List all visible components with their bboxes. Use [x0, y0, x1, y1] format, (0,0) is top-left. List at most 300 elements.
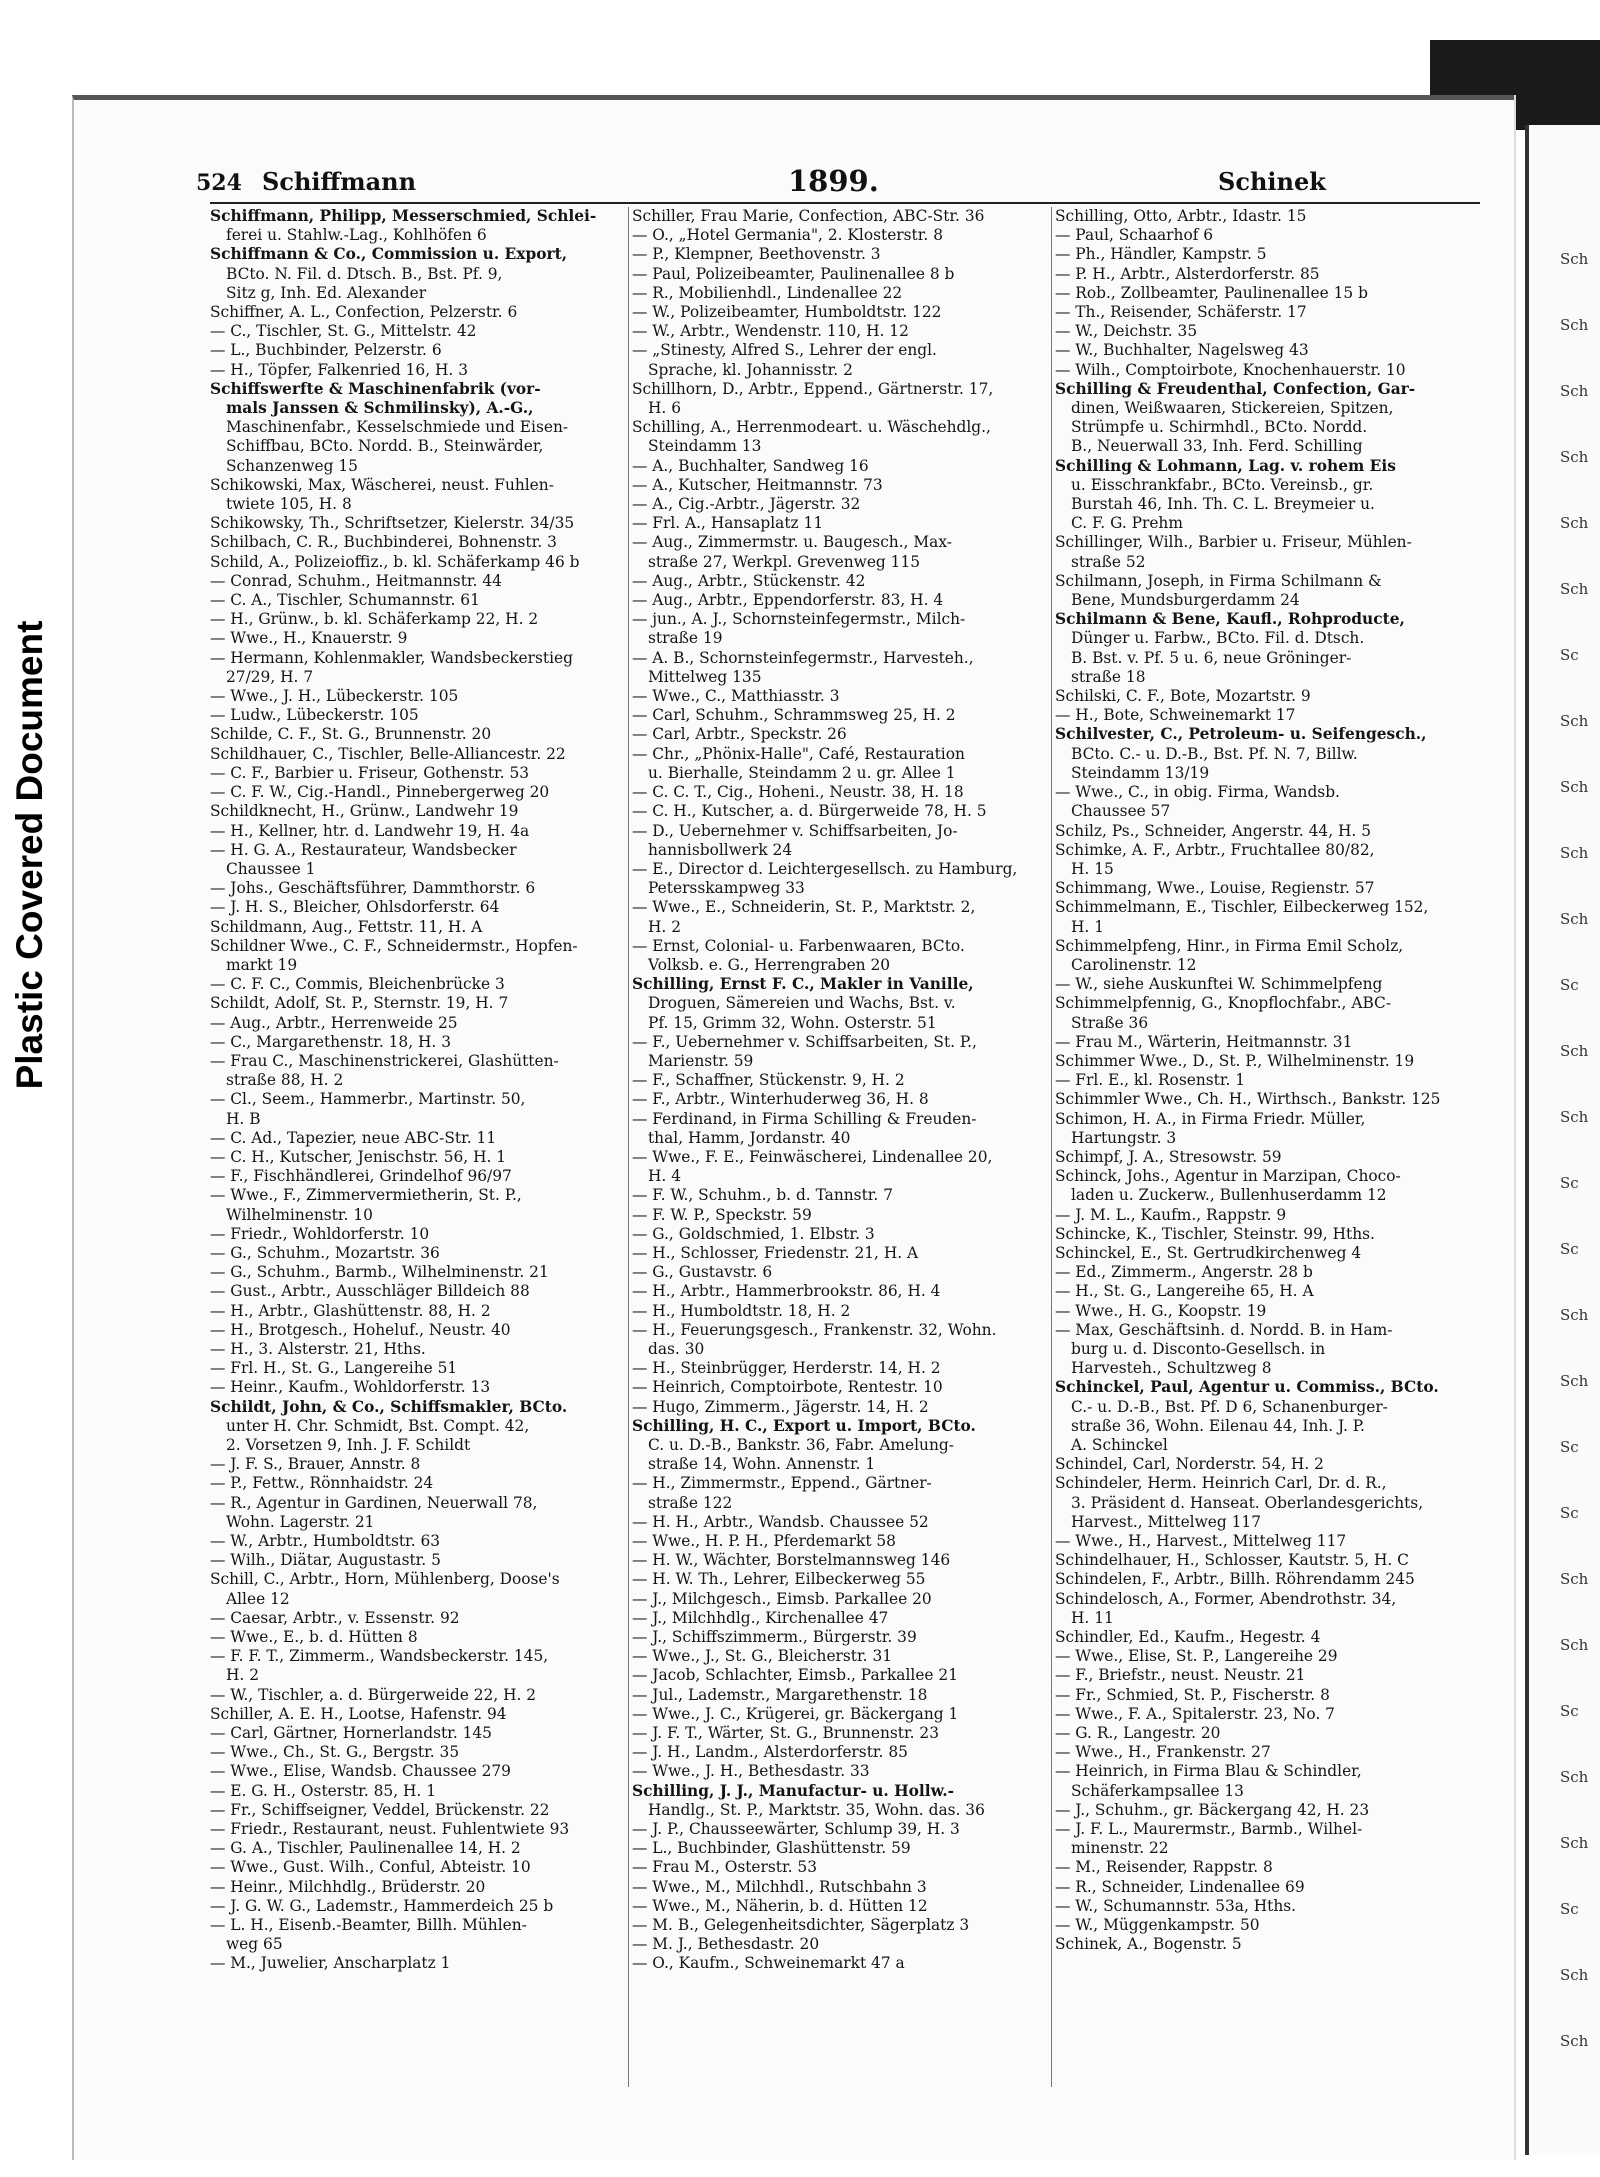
directory-entry-line: — H., 3. Alsterstr. 21, Hths.: [210, 1339, 426, 1358]
directory-entry-line: Schilski, C. F., Bote, Mozartstr. 9: [1055, 687, 1311, 706]
directory-entry-line: — H., Schlosser, Friedenstr. 21, H. A: [632, 1243, 919, 1262]
directory-entry-line: — C. A., Tischler, Schumannstr. 61: [210, 591, 480, 610]
directory-entry-line: — Ferdinand, in Firma Schilling & Freuden-: [632, 1109, 977, 1128]
directory-entry-line: — Wwe., H. G., Koopstr. 19: [1055, 1301, 1267, 1320]
directory-entry-line: Schilz, Ps., Schneider, Angerstr. 44, H. 5: [1055, 821, 1372, 840]
directory-entry-line: — Jacob, Schlachter, Eimsb., Parkallee 21: [632, 1666, 959, 1685]
header-rule: [210, 202, 1480, 204]
directory-entry-line: Schild, A., Polizeioffiz., b. kl. Schäferkamp 46 b: [210, 552, 580, 571]
directory-entry-line: — J. F. S., Brauer, Annstr. 8: [210, 1455, 421, 1474]
directory-entry-line: — Fr., Schmied, St. P., Fischerstr. 8: [1055, 1685, 1330, 1704]
directory-entry-line: — W., Schumannstr. 53a, Hths.: [1055, 1896, 1297, 1915]
directory-entry-line: ferei u. Stahlw.-Lag., Kohlhöfen 6: [226, 226, 487, 245]
directory-entry-line: — G. R., Langestr. 20: [1055, 1724, 1221, 1743]
next-page-fragment: Sch: [1560, 382, 1589, 400]
directory-column-2: [632, 207, 1047, 1974]
directory-entry-line: Schimmang, Wwe., Louise, Regienstr. 57: [1055, 879, 1375, 898]
directory-entry-line: — F. F. T., Zimmerm., Wandsbeckerstr. 145,: [210, 1647, 549, 1666]
directory-entry-line: — J., Milchhdlg., Kirchenallee 47: [632, 1608, 889, 1627]
directory-entry-line: — M. B., Gelegenheitsdichter, Sägerplatz 3: [632, 1916, 970, 1935]
directory-entry-line: mals Janssen & Schmilinsky), A.-G.,: [226, 399, 534, 418]
next-page-fragment: Sc: [1560, 1174, 1579, 1192]
directory-entry-line: Carolinenstr. 12: [1071, 955, 1197, 974]
directory-entry-line: — C., Margarethenstr. 18, H. 3: [210, 1032, 451, 1051]
directory-entry-line: Schillinger, Wilh., Barbier u. Friseur, Mühlen-: [1055, 533, 1412, 552]
directory-entry-line: Schinckel, Paul, Agentur u. Commiss., BCto.: [1055, 1378, 1439, 1397]
directory-entry-line: — jun., A. J., Schornsteinfegermstr., Milch-: [632, 610, 966, 629]
directory-entry-line: — W., Arbtr., Wendenstr. 110, H. 12: [632, 322, 909, 341]
directory-entry-line: das. 30: [648, 1339, 705, 1358]
directory-entry-line: — Heinr., Milchhdlg., Brüderstr. 20: [210, 1877, 486, 1896]
directory-entry-line: — Frau M., Osterstr. 53: [632, 1858, 818, 1877]
directory-entry-line: — C. F. C., Commis, Bleichenbrücke 3: [210, 975, 505, 994]
directory-entry-line: — W., Müggenkampstr. 50: [1055, 1916, 1260, 1935]
directory-entry-line: H. 2: [648, 917, 681, 936]
directory-entry-line: H. B: [226, 1109, 261, 1128]
directory-entry-line: — L., Buchbinder, Pelzerstr. 6: [210, 341, 442, 360]
directory-entry-line: Schilling & Freudenthal, Confection, Gar-: [1055, 379, 1416, 398]
next-page-fragment: Sch: [1560, 1306, 1589, 1324]
directory-entry-line: B. Bst. v. Pf. 5 u. 6, neue Gröninger-: [1071, 648, 1352, 667]
column-divider: [1051, 207, 1052, 2087]
directory-entry-line: — L. H., Eisenb.-Beamter, Billh. Mühlen-: [210, 1916, 527, 1935]
directory-entry-line: Mittelweg 135: [648, 667, 762, 686]
directory-entry-line: — Ph., Händler, Kampstr. 5: [1055, 245, 1267, 264]
directory-entry-line: — H., Kellner, htr. d. Landwehr 19, H. 4a: [210, 821, 530, 840]
directory-entry-line: — Fr., Schiffseigner, Veddel, Brückenstr. 22: [210, 1800, 550, 1819]
directory-entry-line: — W., Polizeibeamter, Humboldtstr. 122: [632, 303, 942, 322]
next-page-fragment: Sch: [1560, 712, 1589, 730]
directory-entry-line: minenstr. 22: [1071, 1839, 1169, 1858]
directory-entry-line: A. Schinckel: [1071, 1436, 1168, 1454]
directory-entry-line: Schimmelpfennig, G., Knopflochfabr., ABC-: [1055, 994, 1392, 1013]
directory-entry-line: Schilvester, C., Petroleum- u. Seifengesch.,: [1055, 725, 1427, 744]
directory-entry-line: Schildknecht, H., Grünw., Landwehr 19: [210, 802, 519, 821]
next-page-fragment: Sch: [1560, 1768, 1589, 1786]
directory-entry-line: — W., Deichstr. 35: [1055, 322, 1198, 341]
directory-entry-line: Schilde, C. F., St. G., Brunnenstr. 20: [210, 725, 492, 744]
directory-entry-line: Schillhorn, D., Arbtr., Eppend., Gärtnerstr. 17,: [632, 379, 994, 398]
next-page-fragment: Sc: [1560, 976, 1579, 994]
directory-entry-line: — J. H., Landm., Alsterdorferstr. 85: [632, 1743, 908, 1762]
directory-entry-line: Schildt, Adolf, St. P., Sternstr. 19, H. 7: [210, 994, 509, 1013]
directory-entry-line: C.- u. D.-B., Bst. Pf. D 6, Schanenburger-: [1071, 1397, 1388, 1416]
directory-entry-line: thal, Hamm, Jordanstr. 40: [648, 1128, 851, 1147]
directory-entry-line: — H. W., Wächter, Borstelmannsweg 146: [632, 1551, 951, 1570]
directory-entry-line: unter H. Chr. Schmidt, Bst. Compt. 42,: [226, 1416, 530, 1435]
directory-entry-line: Steindamm 13: [648, 437, 762, 456]
directory-entry-line: — Wwe., H., Harvest., Mittelweg 117: [1055, 1532, 1347, 1551]
directory-entry-line: Schilling, J. J., Manufactur- u. Hollw.-: [632, 1781, 955, 1800]
directory-entry-line: — J. H. S., Bleicher, Ohlsdorferstr. 64: [210, 898, 500, 917]
directory-entry-line: — R., Mobilienhdl., Lindenallee 22: [632, 283, 903, 302]
directory-entry-line: Schimmler Wwe., Ch. H., Wirthsch., Bankstr. 125: [1055, 1090, 1441, 1109]
directory-entry-line: — W., Arbtr., Humboldtstr. 63: [210, 1532, 441, 1551]
directory-entry-line: — A. B., Schornsteinfegermstr., Harvesteh.,: [632, 648, 974, 667]
directory-entry-line: Schindelhauer, H., Schlosser, Kautstr. 5, H. C: [1055, 1551, 1409, 1570]
directory-entry-line: — H., Bote, Schweinemarkt 17: [1055, 706, 1296, 725]
directory-entry-line: — O., Kaufm., Schweinemarkt 47 a: [632, 1954, 905, 1973]
directory-entry-line: — Max, Geschäftsinh. d. Nordd. B. in Ham-: [1055, 1320, 1393, 1339]
directory-entry-line: — J. G. W. G., Lademstr., Hammerdeich 25 b: [210, 1896, 554, 1915]
next-page-fragment: Sch: [1560, 514, 1589, 532]
directory-entry-line: Schimmer Wwe., D., St. P., Wilhelminenstr. 19: [1055, 1051, 1415, 1070]
next-page-fragment: Sch: [1560, 2032, 1589, 2050]
directory-entry-line: — F. W., Schuhm., b. d. Tannstr. 7: [632, 1186, 893, 1205]
directory-entry-line: — Wwe., M., Milchhdl., Rutschbahn 3: [632, 1877, 927, 1896]
directory-entry-line: — Gust., Arbtr., Ausschläger Billdeich 88: [210, 1282, 530, 1301]
directory-entry-line: — G., Schuhm., Mozartstr. 36: [210, 1243, 440, 1262]
directory-entry-line: — J., Schiffszimmerm., Bürgerstr. 39: [632, 1628, 917, 1647]
directory-entry-line: — O., „Hotel Germania", 2. Klosterstr. 8: [632, 226, 943, 245]
directory-entry-line: — M., Juwelier, Anscharplatz 1: [210, 1954, 451, 1973]
directory-entry-line: Schindel, Carl, Norderstr. 54, H. 2: [1055, 1455, 1324, 1474]
next-page-fragment: Sch: [1560, 580, 1589, 598]
directory-entry-line: H. 4: [648, 1167, 681, 1186]
directory-entry-line: — Wwe., J. H., Bethesdastr. 33: [632, 1762, 870, 1781]
directory-entry-line: Schilling, H. C., Export u. Import, BCto.: [632, 1416, 976, 1435]
directory-entry-line: — H., Feuerungsgesch., Frankenstr. 32, Wohn.: [632, 1320, 997, 1339]
directory-entry-line: Sitz g, Inh. Ed. Alexander: [226, 283, 427, 302]
directory-entry-line: — H., St. G., Langereihe 65, H. A: [1055, 1282, 1314, 1301]
directory-entry-line: — Frl. A., Hansaplatz 11: [632, 514, 824, 533]
directory-entry-line: — A., Kutscher, Heitmannstr. 73: [632, 475, 883, 494]
directory-entry-line: — F., Arbtr., Winterhuderweg 36, H. 8: [632, 1090, 929, 1109]
directory-entry-line: — Carl, Arbtr., Speckstr. 26: [632, 725, 847, 744]
directory-entry-line: — Wilh., Comptoirbote, Knochenhauerstr. 10: [1055, 360, 1406, 379]
directory-entry-line: — G. A., Tischler, Paulinenallee 14, H. 2: [210, 1839, 521, 1858]
directory-entry-line: straße 19: [648, 629, 723, 648]
next-page-fragment: Sc: [1560, 1504, 1579, 1522]
directory-entry-line: — Wwe., H. P. H., Pferdemarkt 58: [632, 1532, 896, 1551]
directory-entry-line: — Heinrich, in Firma Blau & Schindler,: [1055, 1762, 1362, 1781]
directory-entry-line: — G., Gustavstr. 6: [632, 1263, 773, 1282]
directory-entry-line: — Heinr., Kaufm., Wohldorferstr. 13: [210, 1378, 491, 1397]
directory-entry-line: — Friedr., Wohldorferstr. 10: [210, 1224, 430, 1243]
directory-entry-line: — F., Schaffner, Stückenstr. 9, H. 2: [632, 1071, 905, 1090]
directory-entry-line: Schanzenweg 15: [226, 456, 358, 475]
directory-entry-line: — Carl, Schuhm., Schrammsweg 25, H. 2: [632, 706, 956, 725]
directory-entry-line: — F., Uebernehmer v. Schiffsarbeiten, St. P.,: [632, 1032, 977, 1051]
directory-entry-line: laden u. Zuckerw., Bullenhuserdamm 12: [1071, 1186, 1387, 1205]
directory-entry-line: — C. Ad., Tapezier, neue ABC-Str. 11: [210, 1128, 497, 1147]
directory-entry-line: — C., Tischler, St. G., Mittelstr. 42: [210, 322, 477, 341]
directory-entry-line: — Frau M., Wärterin, Heitmannstr. 31: [1055, 1032, 1353, 1051]
directory-entry-line: — Paul, Polizeibeamter, Paulinenallee 8 b: [632, 264, 955, 283]
directory-column-3: [1055, 207, 1480, 1954]
directory-entry-line: — F., Fischhändlerei, Grindelhof 96/97: [210, 1167, 512, 1186]
directory-entry-line: weg 65: [226, 1935, 283, 1954]
directory-entry-line: Schäferkampsallee 13: [1071, 1781, 1244, 1800]
directory-entry-line: Schiffmann & Co., Commission u. Export,: [210, 245, 568, 264]
directory-entry-line: — Wwe., F., Zimmervermietherin, St. P.,: [210, 1186, 522, 1205]
directory-entry-line: — W., siehe Auskunftei W. Schimmelpfeng: [1055, 975, 1383, 994]
next-page-fragment: Sc: [1560, 1900, 1579, 1918]
directory-entry-line: — Wwe., F. E., Feinwäscherei, Lindenallee 20,: [632, 1147, 993, 1166]
next-page-fragment: Sch: [1560, 250, 1589, 268]
next-page-fragment: Sch: [1560, 316, 1589, 334]
next-page-fragment: Sch: [1560, 778, 1589, 796]
directory-entry-line: straße 36, Wohn. Eilenau 44, Inh. J. P.: [1071, 1416, 1365, 1435]
directory-entry-line: — J. F. T., Wärter, St. G., Brunnenstr. 23: [632, 1724, 940, 1743]
directory-entry-line: twiete 105, H. 8: [226, 495, 352, 514]
directory-entry-line: BCto. C.- u. D.-B., Bst. Pf. N. 7, Billw.: [1071, 744, 1358, 763]
directory-entry-line: Schinek, A., Bogenstr. 5: [1055, 1935, 1242, 1954]
directory-entry-line: Schilmann & Bene, Kaufl., Rohproducte,: [1055, 610, 1405, 629]
directory-entry-line: Schiffswerfte & Maschinenfabrik (vor-: [210, 379, 541, 398]
directory-entry-line: Schildmann, Aug., Fettstr. 11, H. A: [210, 917, 483, 936]
directory-entry-line: — Conrad, Schuhm., Heitmannstr. 44: [210, 571, 502, 590]
left-keyword: Schiffmann: [262, 167, 417, 196]
directory-entry-line: Schildt, John, & Co., Schiffsmakler, BCto.: [210, 1397, 568, 1416]
directory-entry-line: 3. Präsident d. Hanseat. Oberlandesgerichts,: [1071, 1493, 1424, 1512]
directory-entry-line: — P., Klempner, Beethovenstr. 3: [632, 245, 881, 264]
directory-entry-line: — H., Steinbrügger, Herderstr. 14, H. 2: [632, 1359, 941, 1378]
directory-entry-line: — F. W. P., Speckstr. 59: [632, 1205, 812, 1224]
next-page-fragment: Sch: [1560, 1834, 1589, 1852]
directory-entry-line: — H., Humboldtstr. 18, H. 2: [632, 1301, 851, 1320]
directory-entry-line: — Frl. H., St. G., Langereihe 51: [210, 1359, 458, 1378]
directory-entry-line: straße 52: [1071, 552, 1146, 571]
directory-entry-line: Schilbach, C. R., Buchbinderei, Bohnenstr. 3: [210, 533, 557, 552]
directory-entry-line: — E. G. H., Osterstr. 85, H. 1: [210, 1781, 436, 1800]
directory-entry-line: — Hermann, Kohlenmakler, Wandsbeckerstieg: [210, 648, 573, 667]
directory-entry-line: — Friedr., Restaurant, neust. Fuhlentwiete 93: [210, 1820, 570, 1839]
directory-entry-line: — Caesar, Arbtr., v. Essenstr. 92: [210, 1608, 460, 1627]
next-page-fragment: Sch: [1560, 844, 1589, 862]
directory-entry-line: Strümpfe u. Schirmhdl., BCto. Nordd.: [1071, 418, 1368, 437]
directory-entry-line: — J., Milchgesch., Eimsb. Parkallee 20: [632, 1589, 932, 1608]
directory-entry-line: Maschinenfabr., Kesselschmiede und Eisen-: [226, 418, 569, 437]
directory-entry-line: — E., Director d. Leichtergesellsch. zu Hamburg,: [632, 859, 1018, 878]
directory-entry-line: — F., Briefstr., neust. Neustr. 21: [1055, 1666, 1306, 1685]
directory-entry-line: — C. H., Kutscher, Jenischstr. 56, H. 1: [210, 1147, 507, 1166]
directory-entry-line: — Wwe., J. C., Krügerei, gr. Bäckergang 1: [632, 1704, 959, 1723]
directory-entry-line: Schindler, Ed., Kaufm., Hegestr. 4: [1055, 1628, 1321, 1647]
directory-entry-line: — R., Agentur in Gardinen, Neuerwall 78,: [210, 1493, 538, 1512]
directory-entry-line: Harvest., Mittelweg 117: [1071, 1512, 1262, 1531]
directory-entry-line: — H., Arbtr., Glashüttenstr. 88, H. 2: [210, 1301, 491, 1320]
directory-entry-line: — G., Schuhm., Barmb., Wilhelminenstr. 21: [210, 1263, 549, 1282]
directory-entry-line: Schikowski, Max, Wäscherei, neust. Fuhlen-: [210, 475, 554, 494]
directory-entry-line: Marienstr. 59: [648, 1051, 754, 1070]
directory-entry-line: — Hugo, Zimmerm., Jägerstr. 14, H. 2: [632, 1397, 929, 1416]
directory-entry-line: — H., Arbtr., Hammerbrookstr. 86, H. 4: [632, 1282, 941, 1301]
directory-entry-line: Straße 36: [1071, 1013, 1149, 1032]
directory-entry-line: — H. G. A., Restaurateur, Wandsbecker: [210, 840, 517, 859]
directory-entry-line: — Aug., Arbtr., Eppendorferstr. 83, H. 4: [632, 591, 944, 610]
directory-entry-line: — Cl., Seem., Hammerbr., Martinstr. 50,: [210, 1090, 526, 1109]
directory-entry-line: — Wwe., Ch., St. G., Bergstr. 35: [210, 1743, 460, 1762]
directory-entry-line: Schiffner, A. L., Confection, Pelzerstr. 6: [210, 303, 518, 322]
directory-entry-line: — Wwe., Gust. Wilh., Conful, Abteistr. 10: [210, 1858, 531, 1877]
directory-entry-line: straße 14, Wohn. Annenstr. 1: [648, 1455, 876, 1474]
directory-entry-line: — D., Uebernehmer v. Schiffsarbeiten, Jo-: [632, 821, 958, 840]
directory-entry-line: Pf. 15, Grimm 32, Wohn. Osterstr. 51: [648, 1013, 937, 1032]
directory-entry-line: — Wwe., J. H., Lübeckerstr. 105: [210, 687, 459, 706]
directory-entry-line: — Wwe., F. A., Spitalerstr. 23, No. 7: [1055, 1704, 1335, 1723]
directory-entry-line: Schiller, A. E. H., Lootse, Hafenstr. 94: [210, 1704, 507, 1723]
directory-entry-line: Schildhauer, C., Tischler, Belle-Alliancestr. 22: [210, 744, 566, 763]
directory-entry-line: — H., Brotgesch., Hoheluf., Neustr. 40: [210, 1320, 511, 1339]
directory-entry-line: — Frau C., Maschinenstrickerei, Glashütten-: [210, 1051, 559, 1070]
directory-entry-line: Schimmelmann, E., Tischler, Eilbeckerweg 152,: [1055, 898, 1429, 917]
directory-entry-line: — Rob., Zollbeamter, Paulinenallee 15 b: [1055, 283, 1368, 302]
directory-entry-line: Droguen, Sämereien und Wachs, Bst. v.: [648, 994, 956, 1013]
directory-entry-line: — Jul., Lademstr., Margarethenstr. 18: [632, 1685, 928, 1704]
directory-entry-line: Steindamm 13/19: [1071, 763, 1210, 782]
directory-entry-line: — C. F. W., Cig.-Handl., Pinnebergerweg 20: [210, 783, 550, 802]
directory-entry-line: Schiffbau, BCto. Nordd. B., Steinwärder,: [226, 437, 544, 456]
directory-entry-line: Schimke, A. F., Arbtr., Fruchtallee 80/82,: [1055, 840, 1375, 859]
directory-entry-line: H. 15: [1071, 859, 1114, 878]
directory-entry-line: C. u. D.-B., Bankstr. 36, Fabr. Amelung-: [648, 1436, 954, 1454]
directory-entry-line: — Aug., Arbtr., Herrenweide 25: [210, 1013, 458, 1032]
directory-entry-line: — Paul, Schaarhof 6: [1055, 226, 1214, 245]
directory-entry-line: — P., Fettw., Rönnhaidstr. 24: [210, 1474, 434, 1493]
directory-entry-line: Schilling & Lohmann, Lag. v. rohem Eis: [1055, 456, 1396, 475]
directory-entry-line: burg u. d. Disconto-Gesellsch. in: [1071, 1339, 1326, 1358]
directory-entry-line: u. Bierhalle, Steindamm 2 u. gr. Allee 1: [648, 763, 956, 782]
next-page-fragment: Sc: [1560, 1240, 1579, 1258]
directory-entry-line: — Wwe., Elise, Wandsb. Chaussee 279: [210, 1762, 511, 1781]
directory-entry-line: — M. J., Bethesdastr. 20: [632, 1935, 820, 1954]
directory-entry-line: — Ernst, Colonial- u. Farbenwaaren, BCto.: [632, 936, 965, 955]
directory-entry-line: — C. C. T., Cig., Hoheni., Neustr. 38, H. 18: [632, 783, 964, 802]
directory-entry-line: straße 88, H. 2: [226, 1071, 344, 1090]
directory-entry-line: Handlg., St. P., Marktstr. 35, Wohn. das. 36: [648, 1800, 985, 1819]
side-label-text: Plastic Covered Document: [9, 620, 50, 1090]
directory-entry-line: Dünger u. Farbw., BCto. Fil. d. Dtsch.: [1071, 629, 1365, 648]
directory-entry-line: — Wwe., C., Matthiasstr. 3: [632, 687, 840, 706]
directory-entry-line: H. 2: [226, 1666, 259, 1685]
directory-entry-line: H. 11: [1071, 1608, 1114, 1627]
directory-entry-line: Schimon, H. A., in Firma Friedr. Müller,: [1055, 1109, 1366, 1128]
directory-entry-line: — Wwe., J., St. G., Bleicherstr. 31: [632, 1647, 893, 1666]
directory-entry-line: — Wwe., C., in obig. Firma, Wandsb.: [1055, 783, 1340, 802]
directory-entry-line: u. Eisschrankfabr., BCto. Vereinsb., gr.: [1071, 475, 1374, 494]
next-page-fragment: Sch: [1560, 1966, 1589, 1984]
next-page-fragment: Sc: [1560, 646, 1579, 664]
directory-entry-line: — H., Töpfer, Falkenried 16, H. 3: [210, 360, 469, 379]
directory-entry-line: — Frl. E., kl. Rosenstr. 1: [1055, 1071, 1246, 1090]
directory-entry-line: Schikowsky, Th., Schriftsetzer, Kielerstr. 34/35: [210, 514, 575, 533]
directory-entry-line: — Ludw., Lübeckerstr. 105: [210, 706, 419, 725]
next-page-fragment: Sch: [1560, 1042, 1589, 1060]
side-label: [0, 0, 60, 2177]
directory-entry-line: — R., Schneider, Lindenallee 69: [1055, 1877, 1305, 1896]
directory-entry-line: Sprache, kl. Johannisstr. 2: [648, 360, 853, 379]
directory-entry-line: — W., Tischler, a. d. Bürgerweide 22, H. 2: [210, 1685, 537, 1704]
column-divider: [628, 207, 629, 2087]
directory-entry-line: Chaussee 1: [226, 859, 316, 878]
directory-entry-line: straße 18: [1071, 667, 1146, 686]
directory-entry-line: — Aug., Arbtr., Stückenstr. 42: [632, 571, 866, 590]
right-keyword: Schinek: [1218, 167, 1326, 196]
directory-entry-line: — H. W. Th., Lehrer, Eilbeckerweg 55: [632, 1570, 926, 1589]
directory-entry-line: — Aug., Zimmermstr. u. Baugesch., Max-: [632, 533, 952, 552]
directory-entry-line: Burstah 46, Inh. Th. C. L. Breymeier u.: [1071, 495, 1375, 514]
directory-entry-line: Schilling, Ernst F. C., Makler in Vanille,: [632, 975, 974, 994]
directory-entry-line: — A., Buchhalter, Sandweg 16: [632, 456, 869, 475]
directory-entry-line: straße 122: [648, 1493, 733, 1512]
directory-entry-line: Wohn. Lagerstr. 21: [226, 1512, 375, 1531]
directory-entry-line: — „Stinesty, Alfred S., Lehrer der engl.: [632, 341, 937, 360]
next-page-fragment: Sc: [1560, 1702, 1579, 1720]
directory-entry-line: — Wwe., H., Frankenstr. 27: [1055, 1743, 1271, 1762]
directory-entry-line: Schincke, K., Tischler, Steinstr. 99, Hths.: [1055, 1224, 1375, 1243]
directory-entry-line: Hartungstr. 3: [1071, 1128, 1177, 1147]
directory-entry-line: Schill, C., Arbtr., Horn, Mühlenberg, Doose's: [210, 1570, 560, 1589]
directory-entry-line: — Heinrich, Comptoirbote, Rentestr. 10: [632, 1378, 943, 1397]
directory-entry-line: — Wwe., E., Schneiderin, St. P., Marktstr. 2,: [632, 898, 976, 917]
directory-entry-line: Harvesteh., Schultzweg 8: [1071, 1359, 1272, 1378]
directory-entry-line: Schindelosch, A., Former, Abendrothstr. 34,: [1055, 1589, 1397, 1608]
directory-entry-line: straße 27, Werkpl. Grevenweg 115: [648, 552, 921, 571]
directory-entry-line: — Ed., Zimmerm., Angerstr. 28 b: [1055, 1263, 1313, 1282]
directory-entry-line: — Th., Reisender, Schäferstr. 17: [1055, 303, 1307, 322]
next-page-fragment: Sch: [1560, 448, 1589, 466]
directory-entry-line: — Wwe., H., Knauerstr. 9: [210, 629, 408, 648]
directory-entry-line: Schimmelpfeng, Hinr., in Firma Emil Scholz,: [1055, 936, 1404, 955]
directory-entry-line: Schilmann, Joseph, in Firma Schilmann &: [1055, 571, 1382, 590]
directory-entry-line: — Wilh., Diätar, Augustastr. 5: [210, 1551, 441, 1570]
directory-entry-line: — J. M. L., Kaufm., Rappstr. 9: [1055, 1205, 1287, 1224]
directory-entry-line: Schilling, Otto, Arbtr., Idastr. 15: [1055, 207, 1307, 225]
next-page-fragment: Sch: [1560, 1570, 1589, 1588]
directory-entry-line: B., Neuerwall 33, Inh. Ferd. Schilling: [1071, 437, 1363, 456]
directory-entry-line: dinen, Weißwaaren, Stickereien, Spitzen,: [1071, 399, 1394, 418]
directory-entry-line: Schilling, A., Herrenmodeart. u. Wäschehdlg.,: [632, 418, 991, 437]
directory-entry-line: — W., Buchhalter, Nagelsweg 43: [1055, 341, 1309, 360]
directory-entry-line: hannisbollwerk 24: [648, 840, 793, 859]
directory-column-1: [210, 207, 625, 1974]
directory-entry-line: — J. F. L., Maurermstr., Barmb., Wilhel-: [1055, 1820, 1363, 1839]
directory-entry-line: Chaussee 57: [1071, 802, 1171, 821]
directory-entry-line: — A., Cig.-Arbtr., Jägerstr. 32: [632, 495, 861, 514]
directory-entry-line: 27/29, H. 7: [226, 667, 314, 686]
directory-entry-line: H. 6: [648, 399, 681, 418]
directory-entry-line: — J., Schuhm., gr. Bäckergang 42, H. 23: [1055, 1800, 1370, 1819]
next-page-fragment: Sch: [1560, 1636, 1589, 1654]
directory-entry-line: — Wwe., E., b. d. Hütten 8: [210, 1628, 418, 1647]
directory-entry-line: — H. H., Arbtr., Wandsb. Chaussee 52: [632, 1512, 929, 1531]
next-page-fragment: Sch: [1560, 1372, 1589, 1390]
directory-entry-line: 2. Vorsetzen 9, Inh. J. F. Schildt: [226, 1436, 471, 1454]
directory-entry-line: — M., Reisender, Rappstr. 8: [1055, 1858, 1273, 1877]
directory-entry-line: — C. H., Kutscher, a. d. Bürgerweide 78, H. 5: [632, 802, 987, 821]
page-year: 1899.: [788, 164, 879, 198]
directory-entry-line: — Carl, Gärtner, Hornerlandstr. 145: [210, 1724, 492, 1743]
directory-entry-line: — J. P., Chausseewärter, Schlump 39, H. 3: [632, 1820, 960, 1839]
directory-entry-line: Schiffmann, Philipp, Messerschmied, Schlei-: [210, 207, 597, 225]
directory-entry-line: — Chr., „Phönix-Halle", Café, Restauration: [632, 744, 965, 763]
directory-entry-line: — C. F., Barbier u. Friseur, Gothenstr. 53: [210, 763, 530, 782]
directory-entry-line: BCto. N. Fil. d. Dtsch. B., Bst. Pf. 9,: [226, 264, 503, 283]
directory-entry-line: — Wwe., M., Näherin, b. d. Hütten 12: [632, 1896, 928, 1915]
directory-entry-line: Schindeler, Herm. Heinrich Carl, Dr. d. R.,: [1055, 1474, 1387, 1493]
directory-entry-line: Schiller, Frau Marie, Confection, ABC-Str. 36: [632, 207, 985, 225]
directory-entry-line: Schindelen, F., Arbtr., Billh. Röhrendamm 245: [1055, 1570, 1415, 1589]
next-page-fragment: Sch: [1560, 1108, 1589, 1126]
directory-entry-line: Schinck, Johs., Agentur in Marzipan, Choco-: [1055, 1167, 1401, 1186]
directory-entry-line: Volksb. e. G., Herrengraben 20: [648, 955, 891, 974]
directory-entry-line: — G., Goldschmied, 1. Elbstr. 3: [632, 1224, 875, 1243]
directory-entry-line: Schinckel, E., St. Gertrudkirchenweg 4: [1055, 1243, 1362, 1262]
next-page-fragment: Sc: [1560, 1438, 1579, 1456]
directory-entry-line: Petersskampweg 33: [648, 879, 805, 898]
directory-entry-line: Wilhelminenstr. 10: [226, 1205, 373, 1224]
